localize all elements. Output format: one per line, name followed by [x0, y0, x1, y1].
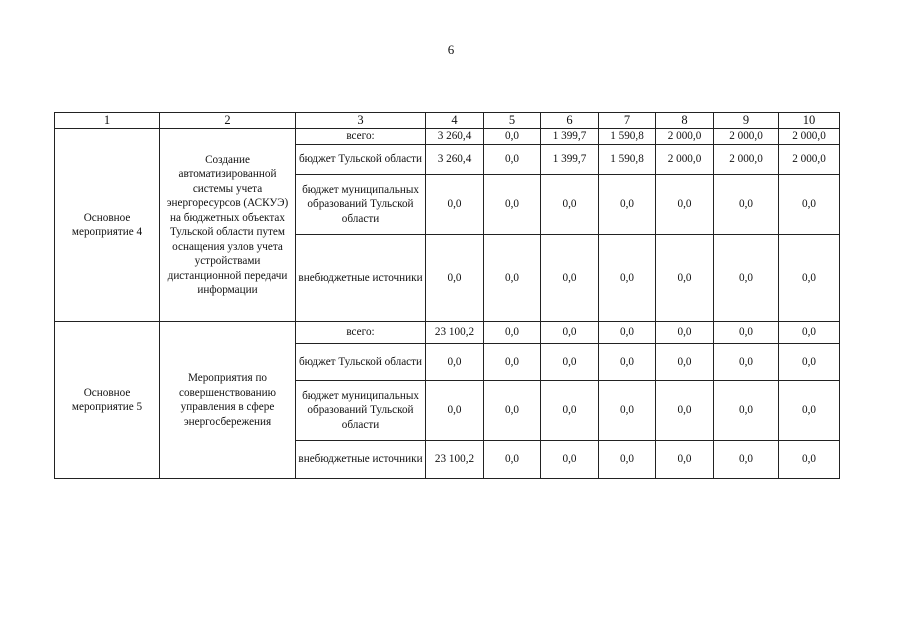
value-cell: 0,0 [484, 235, 541, 322]
value-cell: 0,0 [779, 381, 840, 441]
measure-description: Мероприятия по совершенствованию управления в сфере энергосбережения [160, 322, 296, 479]
value-cell: 0,0 [656, 235, 714, 322]
value-cell: 0,0 [656, 322, 714, 344]
value-cell: 0,0 [599, 322, 656, 344]
value-cell: 0,0 [779, 322, 840, 344]
column-header: 6 [541, 113, 599, 129]
value-cell: 0,0 [541, 381, 599, 441]
column-header: 9 [714, 113, 779, 129]
column-header: 5 [484, 113, 541, 129]
value-cell: 2 000,0 [714, 145, 779, 175]
measure-name: Основное мероприятие 5 [55, 322, 160, 479]
value-cell: 0,0 [714, 344, 779, 381]
page-number: 6 [447, 42, 455, 57]
value-cell: 2 000,0 [714, 129, 779, 145]
column-header: 10 [779, 113, 840, 129]
funding-source: бюджет Тульской области [296, 344, 426, 381]
funding-source: всего: [296, 322, 426, 344]
value-cell: 0,0 [426, 381, 484, 441]
value-cell: 0,0 [426, 235, 484, 322]
column-header: 7 [599, 113, 656, 129]
value-cell: 0,0 [484, 145, 541, 175]
funding-source: внебюджетные источники [296, 441, 426, 479]
value-cell: 0,0 [599, 441, 656, 479]
value-cell: 23 100,2 [426, 441, 484, 479]
value-cell: 0,0 [779, 441, 840, 479]
value-cell: 0,0 [484, 129, 541, 145]
value-cell: 0,0 [714, 381, 779, 441]
value-cell: 2 000,0 [779, 145, 840, 175]
value-cell: 0,0 [599, 175, 656, 235]
value-cell: 3 260,4 [426, 129, 484, 145]
value-cell: 0,0 [541, 344, 599, 381]
value-cell: 1 590,8 [599, 145, 656, 175]
funding-source: бюджет муниципальных образований Тульской области [296, 381, 426, 441]
column-header: 4 [426, 113, 484, 129]
funding-source: всего: [296, 129, 426, 145]
value-cell: 0,0 [484, 344, 541, 381]
value-cell: 1 399,7 [541, 129, 599, 145]
measure-description: Создание автоматизированной системы учета энергоресурсов (АСКУЭ) на бюджетных объектах Тульской области путем оснащения узлов учета устройствами дистанционной передачи информации [160, 129, 296, 322]
value-cell: 0,0 [541, 441, 599, 479]
value-cell: 0,0 [541, 322, 599, 344]
budget-table [54, 112, 840, 479]
value-cell: 0,0 [714, 441, 779, 479]
value-cell: 0,0 [656, 344, 714, 381]
funding-source: внебюджетные источники [296, 235, 426, 322]
value-cell: 0,0 [541, 175, 599, 235]
funding-source: бюджет Тульской области [296, 145, 426, 175]
value-cell: 0,0 [779, 235, 840, 322]
value-cell: 0,0 [599, 235, 656, 322]
value-cell: 0,0 [484, 322, 541, 344]
value-cell: 2 000,0 [656, 145, 714, 175]
value-cell: 0,0 [656, 381, 714, 441]
value-cell: 23 100,2 [426, 322, 484, 344]
value-cell: 1 590,8 [599, 129, 656, 145]
value-cell: 0,0 [426, 344, 484, 381]
value-cell: 1 399,7 [541, 145, 599, 175]
table-row [55, 322, 840, 344]
column-header: 3 [296, 113, 426, 129]
value-cell: 0,0 [779, 175, 840, 235]
value-cell: 0,0 [656, 175, 714, 235]
column-header: 8 [656, 113, 714, 129]
value-cell: 0,0 [779, 344, 840, 381]
value-cell: 0,0 [484, 441, 541, 479]
value-cell: 2 000,0 [656, 129, 714, 145]
column-header: 1 [55, 113, 160, 129]
column-header: 2 [160, 113, 296, 129]
value-cell: 0,0 [599, 381, 656, 441]
value-cell: 2 000,0 [779, 129, 840, 145]
value-cell: 3 260,4 [426, 145, 484, 175]
funding-source: бюджет муниципальных образований Тульской области [296, 175, 426, 235]
value-cell: 0,0 [714, 175, 779, 235]
value-cell: 0,0 [656, 441, 714, 479]
value-cell: 0,0 [714, 235, 779, 322]
table-row [55, 129, 840, 145]
value-cell: 0,0 [484, 175, 541, 235]
value-cell: 0,0 [484, 381, 541, 441]
measure-name: Основное мероприятие 4 [55, 129, 160, 322]
value-cell: 0,0 [599, 344, 656, 381]
value-cell: 0,0 [426, 175, 484, 235]
header-row [55, 113, 840, 129]
value-cell: 0,0 [541, 235, 599, 322]
value-cell: 0,0 [714, 322, 779, 344]
